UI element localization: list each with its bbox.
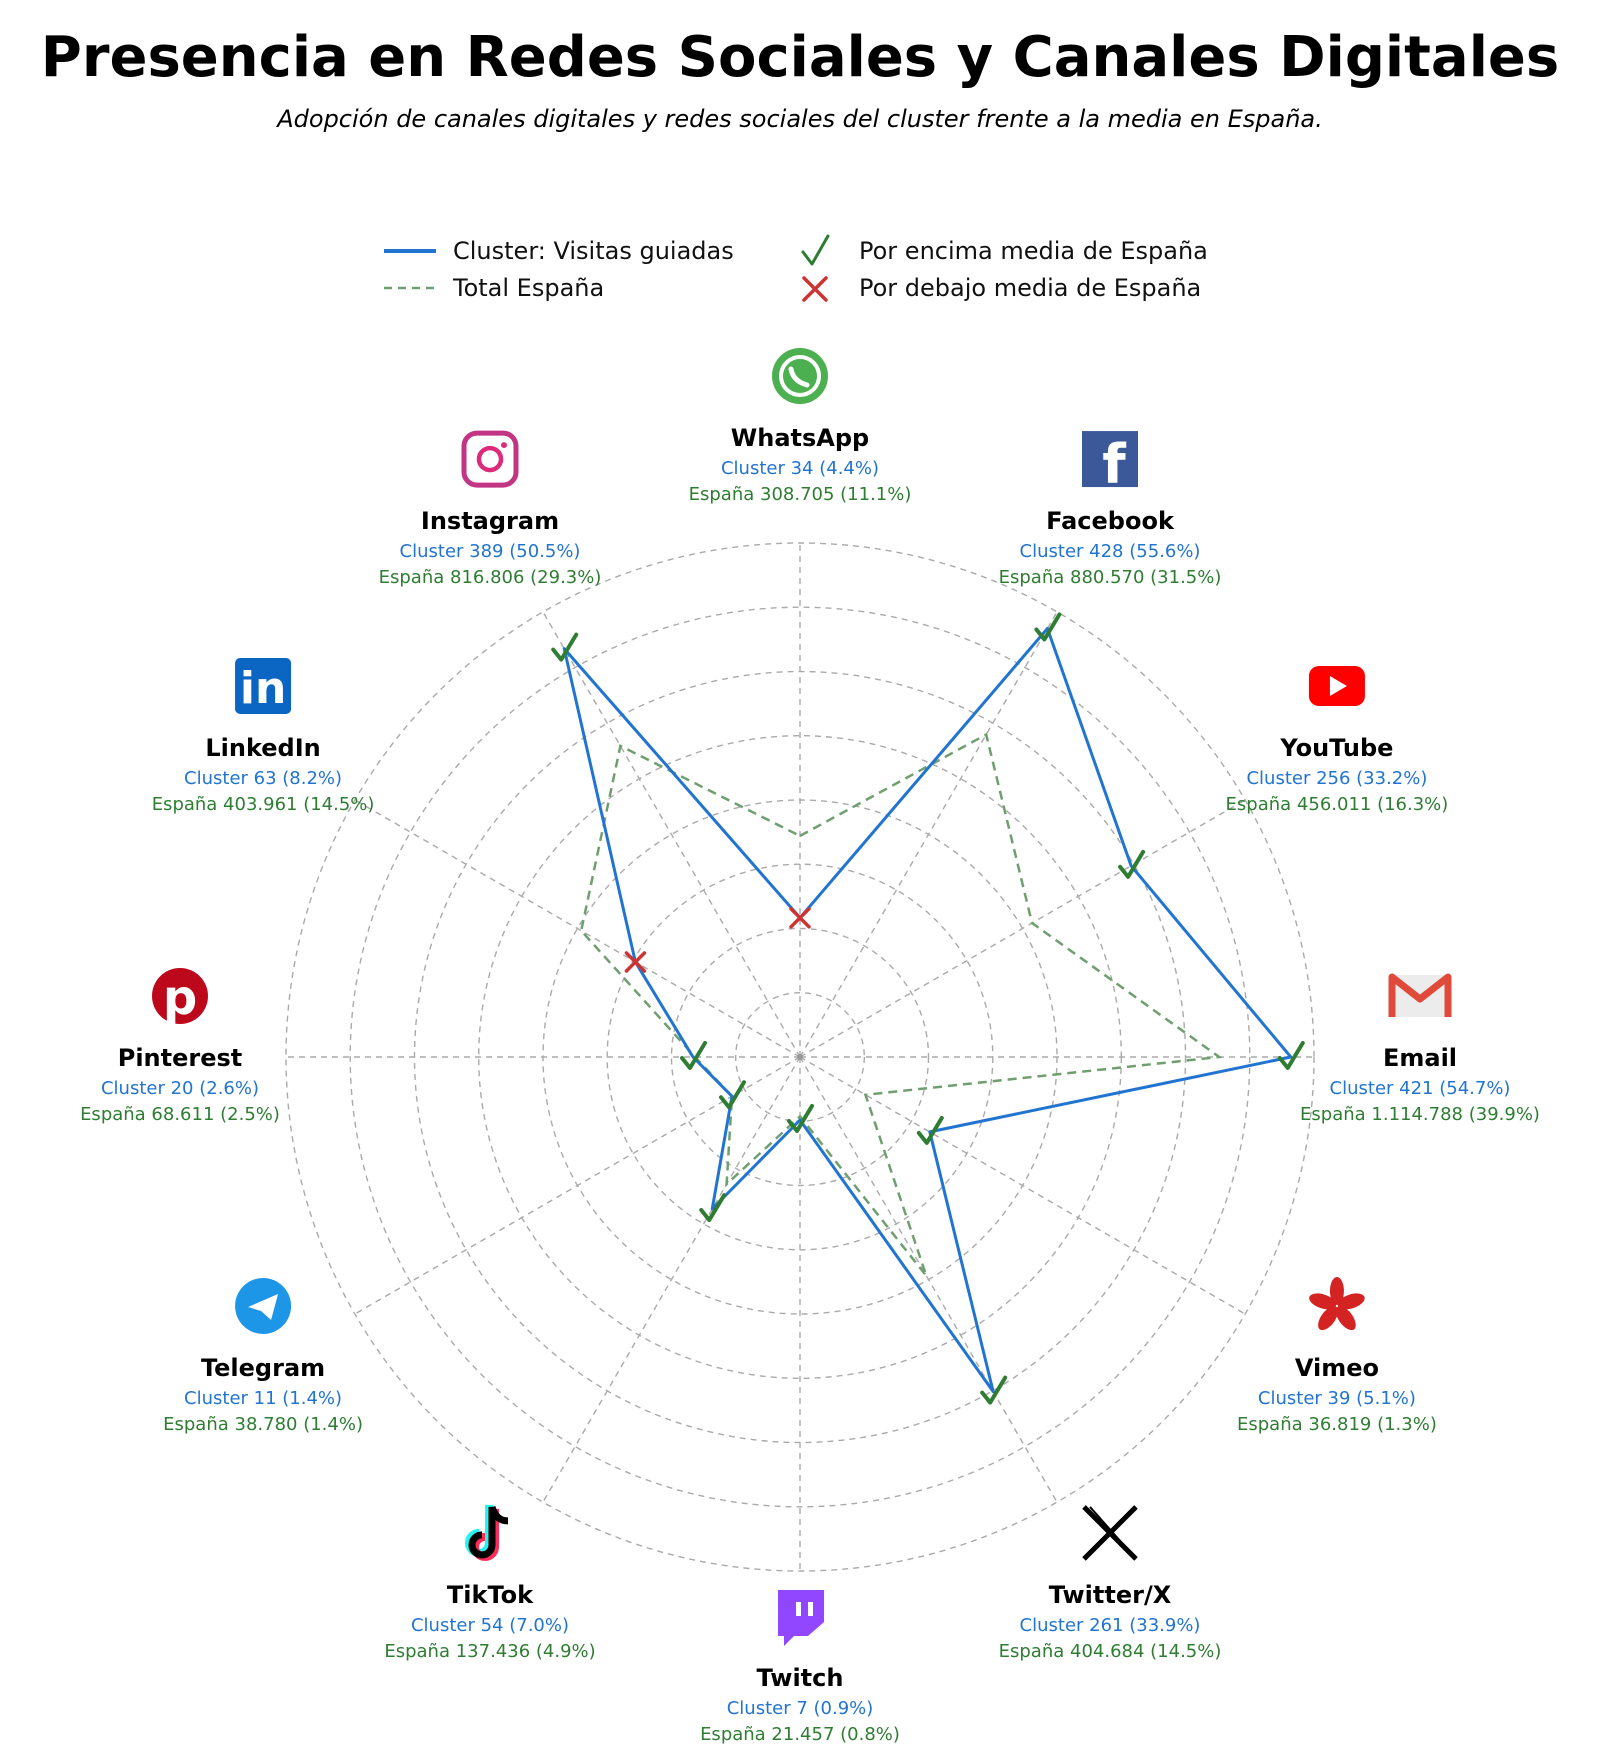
cluster-value-label: Cluster 54 (7.0%) [410,1614,570,1636]
spain-value-label: España 816.806 (29.3%) [378,567,602,589]
grid-spoke [543,612,800,1057]
category-email [1300,975,1540,1125]
category-label: TikTok [446,1580,534,1609]
instagram-icon-dot [501,442,507,448]
radar-grid [286,543,1314,1571]
category-labels [80,348,1540,1745]
category-label: Instagram [420,507,560,536]
cluster-value-label: Cluster 34 (4.4%) [720,458,880,479]
spain-value-label: España 880.570 (31.5%) [998,567,1222,589]
spain-value-label: España 404.684 (14.5%) [998,1640,1222,1662]
spain-value-label: España 1.114.788 (39.9%) [1300,1104,1540,1125]
category-twitch [700,1590,900,1745]
cluster-value-label: Cluster 421 (54.7%) [1329,1078,1511,1099]
cluster-value-label: Cluster 63 (8.2%) [184,768,343,789]
linkedin-icon-glyph: in [239,663,287,714]
check-icon [803,236,828,264]
spain-value-label: España 456.011 (16.3%) [1225,794,1449,815]
category-label: WhatsApp [730,424,870,452]
category-label: Telegram [200,1354,326,1382]
grid-spoke [800,1057,1057,1502]
category-twitter-x [999,1507,1222,1662]
grid-center [797,1054,803,1060]
cross-icon [804,278,826,300]
category-facebook [999,431,1222,588]
spain-value-label: España 308.705 (11.1%) [688,484,912,505]
category-pinterest [80,968,280,1125]
category-tiktok [384,1505,595,1662]
twitch-icon-eye [796,1602,801,1616]
spain-value-label: España 68.611 (2.5%) [80,1104,280,1125]
spain-value-label: España 137.436 (4.9%) [384,1640,596,1662]
chart-subtitle: Adopción de canales digitales y redes sociales del cluster frente a la media en España. [277,105,1323,133]
instagram-icon-lens [479,448,501,470]
cluster-value-label: Cluster 20 (2.6%) [100,1078,260,1099]
grid-spoke [543,1057,800,1502]
cluster-value-label: Cluster 428 (55.6%) [1019,541,1201,563]
category-label: Vimeo [1294,1354,1380,1382]
grid-spoke [800,612,1057,1057]
legend-above-label: Por encima media de España [859,237,1208,265]
check-marker-instagram [553,635,576,660]
pinterest-icon-glyph: p [162,970,198,1026]
cluster-value-label: Cluster 389 (50.5%) [399,541,581,563]
category-label: LinkedIn [205,734,321,762]
radar-markers [553,614,1303,1402]
cluster-value-label: Cluster 39 (5.1%) [1257,1388,1416,1409]
chart-title: Presencia en Redes Sociales y Canales Digitales [40,25,1560,90]
category-instagram [379,433,602,588]
legend-cluster-label: Cluster: Visitas guiadas [453,237,734,265]
category-label: Twitch [756,1664,844,1692]
twitch-icon-eye [808,1602,813,1616]
category-whatsapp [689,348,912,505]
cluster-value-label: Cluster 261 (33.9%) [1019,1614,1201,1636]
spain-series-line [581,735,1219,1276]
legend-spain-label: Total España [453,274,605,302]
category-vimeo [1237,1277,1437,1435]
category-label: Pinterest [117,1044,243,1072]
category-label: Facebook [1046,507,1174,536]
twitch-icon-bg [778,1590,824,1646]
instagram-icon-frame [464,433,516,485]
spain-value-label: España 36.819 (1.3%) [1237,1414,1437,1435]
cluster-value-label: Cluster 7 (0.9%) [726,1698,874,1719]
category-linkedin [152,658,375,815]
spain-value-label: España 38.780 (1.4%) [163,1414,363,1435]
legend [384,236,1208,302]
category-label: Email [1382,1044,1458,1072]
category-youtube [1226,666,1449,815]
category-label: Twitter/X [1048,1580,1172,1609]
grid-spoke [355,800,800,1057]
category-label: YouTube [1280,734,1394,762]
category-telegram [163,1278,363,1435]
legend-below-label: Por debajo media de España [859,274,1202,302]
spain-value-label: España 403.961 (14.5%) [151,794,375,815]
facebook-icon-glyph: f [1102,433,1126,497]
spain-value-label: España 21.457 (0.8%) [700,1724,900,1745]
cluster-value-label: Cluster 256 (33.2%) [1246,768,1428,789]
cluster-value-label: Cluster 11 (1.4%) [184,1388,343,1409]
